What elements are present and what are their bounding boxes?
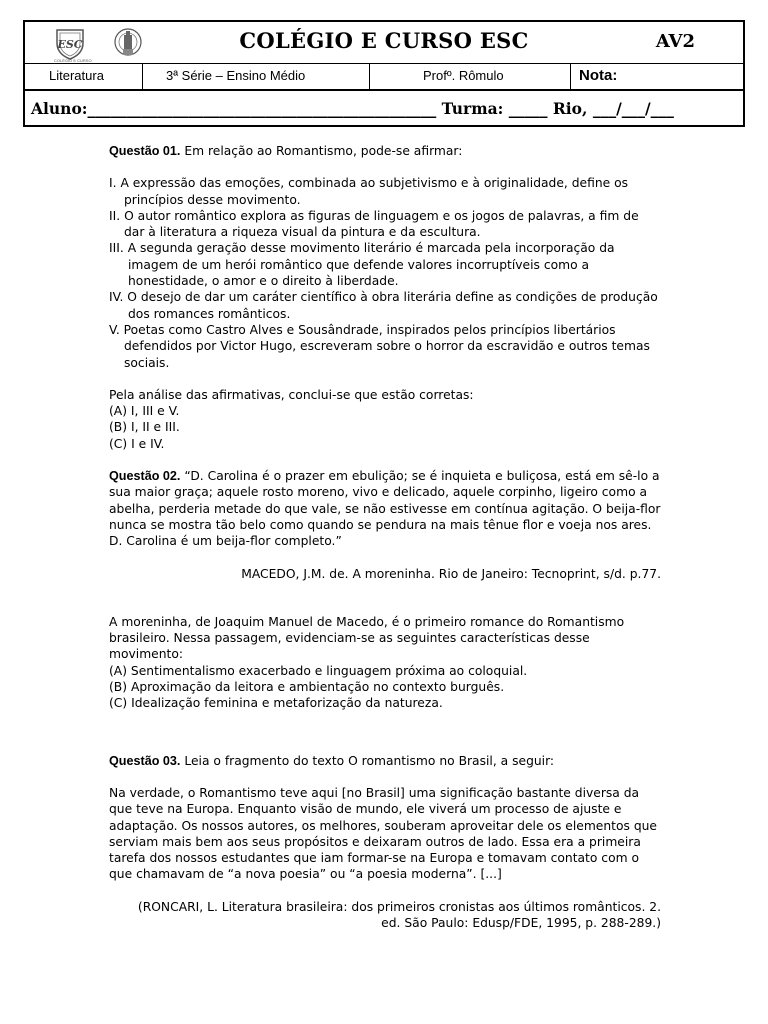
question-02-option[interactable]: (B) Aproximação da leitora e ambientação no contexto burguês. [109,680,505,695]
logo-left-caption: COLÉGIO E CURSO [54,58,92,63]
teacher-text: Profº. Rômulo [423,68,504,83]
exam-content [109,143,661,931]
question-03-reference: (RONCARI, L. Literatura brasileira: dos primeiros cronistas aos últimos românticos. 2. ed. São Paulo: Edusp/FDE, 1995, p. 288-289.) [137,899,661,930]
subject-cell [25,64,143,89]
question-03-prompt [109,753,661,769]
question-02-quote [109,468,661,549]
student-row[interactable] [25,91,743,127]
question-01-text: Em relação ao Romantismo, pode-se afirmar: [184,144,463,158]
question-01-statement: III. A segunda geração desse movimento literário é marcada pela incorporação da imagem de um herói romântico que defende valores incorruptíveis como a honestidade, o amor e o direito à liberdade. [109,241,615,289]
exam-code: AV2 [655,31,695,52]
question-01-lead: Pela análise das afirmativas, conclui-se que estão corretas: [109,387,474,402]
question-03-label: Questão 03. [109,753,181,768]
question-01-label: Questão 01. [109,144,181,158]
school-logos [53,27,143,61]
question-01-prompt [109,143,661,159]
question-02-reference: MACEDO, J.M. de. A moreninha. Rio de Janeiro: Tecnoprint, s/d. p.77. [241,566,661,581]
header-info-row [25,64,743,91]
grade-cell [143,64,370,89]
question-01-option[interactable]: (C) I e IV. [109,436,165,451]
question-01-statement: II. O autor romântico explora as figuras de linguagem e os jogos de palavras, a fim de dar à literatura a riqueza visual da pintura e da escultura. [109,208,639,240]
question-02-option[interactable]: (A) Sentimentalismo exacerbado e linguagem próxima ao coloquial. [109,663,528,678]
question-03-text: Leia o fragmento do texto O romantismo no Brasil, a seguir: [184,753,555,768]
subject-text: Literatura [49,68,104,83]
question-01-option[interactable]: (A) I, III e V. [109,404,180,419]
svg-text:ESC: ESC [57,38,83,51]
student-fields-line[interactable]: Aluno:_____________________________________________ Turma: _____ Rio, ___/___/___ [31,99,674,118]
question-03-excerpt: Na verdade, o Romantismo teve aqui [no Brasil] uma significação bastante diversa da que teve na Europa. Enquanto visão de mundo, ele viverá um processo de ajuste e adaptação. Os nossos autores, os melhores, souberam aproveitar dele os elementos que serviam mais bem aos seus propósitos e deixaram outros de lado. Essa era a primeira tarefa dos nossos estudantes que iam formar-se na Europa e tomavam contato com o que chamavam de “a nova poesia” ou “a poesia moderna”. [...] [109,785,657,882]
question-02-label: Questão 02. [109,469,181,484]
score-label: Nota: [579,67,618,84]
question-02-prompt: A moreninha, de Joaquim Manuel de Macedo, é o primeiro romance do Romantismo brasileiro. Nessa passagem, evidenciam-se as seguintes características desse movimento: [109,614,625,662]
question-01-statement: IV. O desejo de dar um caráter científico à obra literária define as condições de produção dos romances românticos. [109,290,658,321]
question-02-option[interactable]: (C) Idealização feminina e metaforização da natureza. [109,696,443,711]
question-02-quote-text: “D. Carolina é o prazer em ebulição; se é inquieta e buliçosa, está em sê-lo a sua maior graça; aquele rosto moreno, vivo e delicado, aquele corpinho, ligeiro como a abelha, perderia metade do que vale, se não estivesse em contínua agitação. O beija-flor nunca se mostra tão belo como quando se pendura na mais tênue flor e voeja nos ares. D. Carolina é um beija-flor completo.” [109,469,661,549]
school-title: COLÉGIO E CURSO ESC [239,28,529,53]
grade-text: 3ª Série – Ensino Médio [166,68,306,83]
question-01-option[interactable]: (B) I, II e III. [109,420,180,435]
school-shield-logo [53,27,143,61]
question-01-statement: V. Poetas como Castro Alves e Sousândrade, inspirados pelos princípios libertários defendidos por Victor Hugo, escreveram sobre o horror da escravidão e outros temas sociais. [109,322,650,370]
score-cell[interactable] [571,64,745,89]
header-title-row [25,22,743,64]
teacher-cell [370,64,571,89]
question-01-statement: I. A expressão das emoções, combinada ao subjetivismo e à originalidade, define os princípios desse movimento. [109,176,629,207]
exam-header [23,20,745,127]
